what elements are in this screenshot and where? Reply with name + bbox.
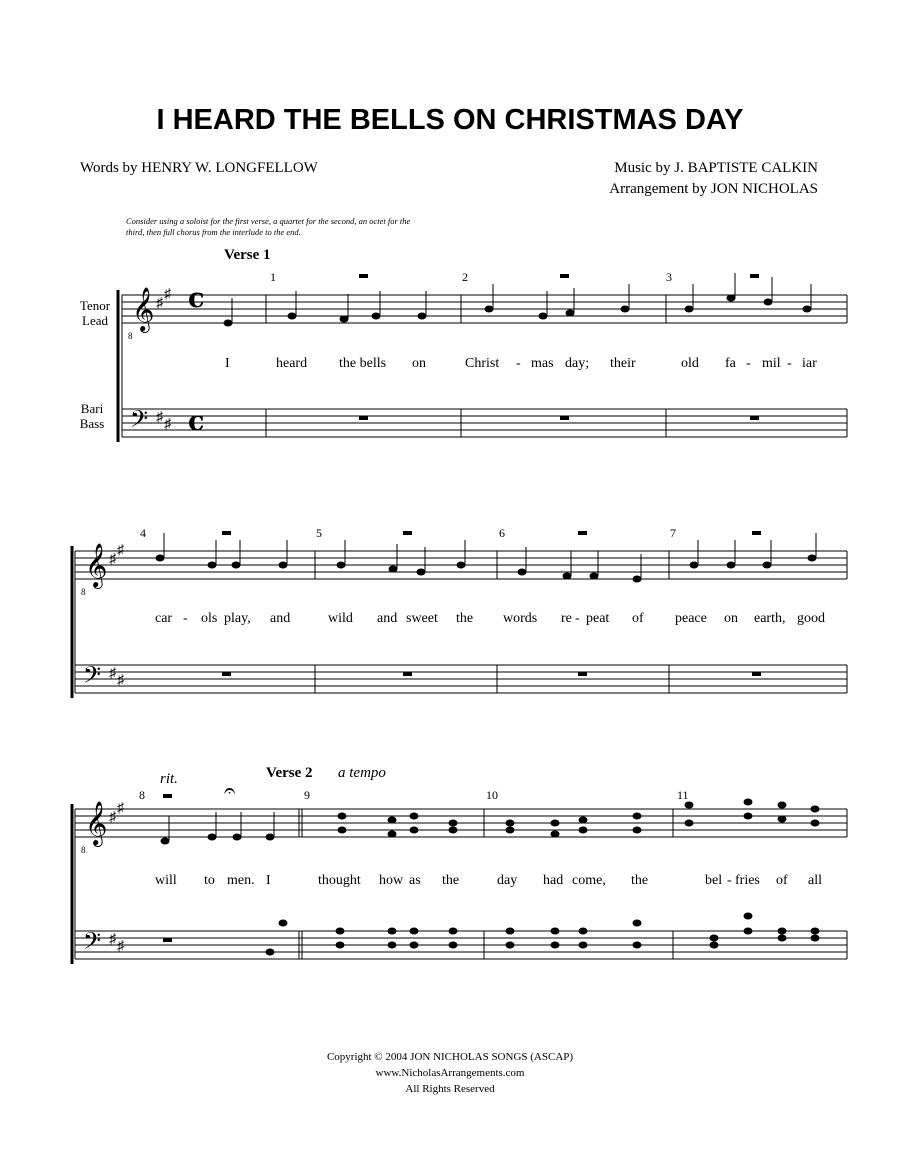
lyrics-line-2: [0, 611, 900, 631]
svg-text:8: 8: [81, 587, 86, 597]
lyric-syllable: car: [155, 611, 173, 626]
lyric-syllable: peat: [586, 611, 610, 626]
bass-clef-icon: 𝄢: [83, 929, 102, 960]
bass-clef-icon: 𝄢: [130, 407, 149, 438]
lyric-hyphen: -: [727, 873, 732, 888]
svg-text:8: 8: [81, 845, 86, 855]
lyric-syllable: come,: [572, 873, 606, 888]
time-signature-upper: c: [188, 283, 205, 314]
sharp-icon: ♯: [109, 552, 116, 567]
lyric-syllable: day: [497, 873, 518, 888]
lyric-syllable: ols: [201, 611, 218, 626]
measure-number: 7: [670, 526, 676, 540]
copyright-footer: [0, 1049, 900, 1097]
lyric-hyphen: -: [575, 611, 580, 626]
lyric-syllable: earth,: [754, 611, 786, 626]
verse-1-label: Verse 1: [224, 247, 271, 263]
sharp-icon: ♯: [117, 673, 124, 688]
verse-2-label: Verse 2: [266, 765, 313, 781]
lyric-syllable: mas: [531, 356, 554, 371]
website-link[interactable]: www.NicholasArrangements.com: [375, 1067, 525, 1079]
lyric-syllable: the bells: [339, 356, 387, 371]
lyric-syllable: of: [776, 873, 788, 888]
melody-notes-system-3: [161, 799, 820, 845]
ritardando-marking: rit.: [160, 771, 178, 787]
lyric-syllable: on: [412, 356, 426, 371]
lyric-syllable: of: [632, 611, 644, 626]
treble-clef-icon: 𝄞: [132, 289, 155, 331]
melody-notes-system-1: [224, 273, 812, 327]
lyric-syllable: as: [409, 873, 421, 888]
lyric-syllable: wild: [328, 611, 353, 626]
composer-credit: Music by J. BAPTISTE CALKIN: [614, 160, 818, 176]
lyric-syllable: bel: [705, 873, 723, 888]
lyric-syllable: peace: [675, 611, 707, 626]
measure-number: 2: [462, 270, 468, 284]
lyrics-line-1: [0, 356, 900, 376]
lyric-syllable: Christ: [465, 356, 500, 371]
lyric-syllable: all: [808, 873, 822, 888]
harmony-notes-system-3: [266, 913, 820, 956]
treble-clef-icon: 𝄞: [85, 803, 108, 845]
lyric-syllable: re: [561, 611, 572, 626]
lyrics-line-3: [0, 873, 900, 893]
lyric-hyphen: -: [516, 356, 521, 371]
lyric-syllable: old: [681, 356, 699, 371]
copyright-notice: Copyright © 2004 JON NICHOLAS SONGS (ASCAP): [326, 1051, 574, 1063]
measure-number: 9: [304, 788, 310, 802]
lyric-syllable: how: [379, 873, 404, 888]
lyric-syllable: and: [377, 611, 398, 626]
lyric-syllable: sweet: [406, 611, 438, 626]
bari-label: Bari: [80, 401, 104, 416]
sharp-icon: ♯: [156, 296, 163, 311]
system-3-upper-staff: [75, 809, 847, 837]
system-1-lower-staff: [122, 409, 847, 437]
lyric-syllable: and: [270, 611, 291, 626]
lyric-syllable: fa: [725, 356, 736, 371]
lyric-syllable: their: [610, 356, 636, 371]
bass-clef-icon: 𝄢: [83, 663, 102, 694]
tempo-marking: a tempo: [338, 765, 386, 781]
lyric-syllable: to: [204, 873, 215, 888]
lyric-syllable: men.: [227, 873, 255, 888]
lyric-syllable: fries: [735, 873, 760, 888]
treble-clef-icon: 𝄞: [85, 545, 108, 587]
lyric-syllable: I: [266, 873, 271, 888]
sharp-icon: ♯: [117, 939, 124, 954]
system-2-lower-staff: [75, 665, 847, 693]
lyric-syllable: will: [155, 873, 177, 888]
lyricist-credit: Words by HENRY W. LONGFELLOW: [80, 160, 318, 176]
measure-number: 8: [139, 788, 145, 802]
lyric-hyphen: -: [787, 356, 792, 371]
song-title: I HEARD THE BELLS ON CHRISTMAS DAY: [156, 104, 744, 136]
lyric-syllable: the: [442, 873, 460, 888]
lyric-syllable: I: [225, 356, 230, 371]
sharp-icon: ♯: [164, 287, 171, 302]
lead-label: Lead: [82, 313, 108, 328]
sharp-icon: ♯: [164, 417, 171, 432]
lyric-syllable: play,: [224, 611, 251, 626]
measure-number: 1: [270, 270, 276, 284]
measure-number: 3: [666, 270, 672, 284]
lyric-syllable: day;: [565, 356, 590, 371]
lyric-syllable: the: [456, 611, 474, 626]
arranger-credit: Arrangement by JON NICHOLAS: [609, 181, 818, 197]
measure-number: 10: [486, 788, 498, 802]
rights-notice: All Rights Reserved: [405, 1083, 495, 1095]
lyric-hyphen: -: [183, 611, 188, 626]
tenor-label: Tenor: [79, 298, 111, 313]
measure-number: 4: [140, 526, 146, 540]
performance-note: Consider using a soloist for the first verse, a quartet for the second, an octet for the third, then full chorus from the interlude to the end.: [126, 216, 411, 237]
lyric-syllable: mil: [762, 356, 781, 371]
lyric-syllable: thought: [318, 873, 361, 888]
lyric-syllable: had: [543, 873, 564, 888]
measure-number: 5: [316, 526, 322, 540]
svg-text:8: 8: [128, 331, 133, 341]
measure-number: 11: [677, 788, 689, 802]
fermata-icon: 𝄐: [224, 780, 236, 802]
sharp-icon: ♯: [109, 932, 116, 947]
bass-label: Bass: [79, 416, 105, 431]
time-signature-lower: c: [188, 406, 205, 437]
lyric-syllable: words: [503, 611, 538, 626]
lyric-syllable: heard: [276, 356, 308, 371]
lyric-syllable: good: [797, 611, 825, 626]
lyric-syllable: iar: [802, 356, 817, 371]
sharp-icon: ♯: [117, 801, 124, 816]
lyric-hyphen: -: [746, 356, 751, 371]
sharp-icon: ♯: [109, 810, 116, 825]
system-3-lower-staff: [75, 931, 847, 959]
sharp-icon: ♯: [117, 543, 124, 558]
sharp-icon: ♯: [109, 666, 116, 681]
sharp-icon: ♯: [156, 410, 163, 425]
measure-number: 6: [499, 526, 505, 540]
lyric-syllable: the: [631, 873, 649, 888]
lyric-syllable: on: [724, 611, 738, 626]
